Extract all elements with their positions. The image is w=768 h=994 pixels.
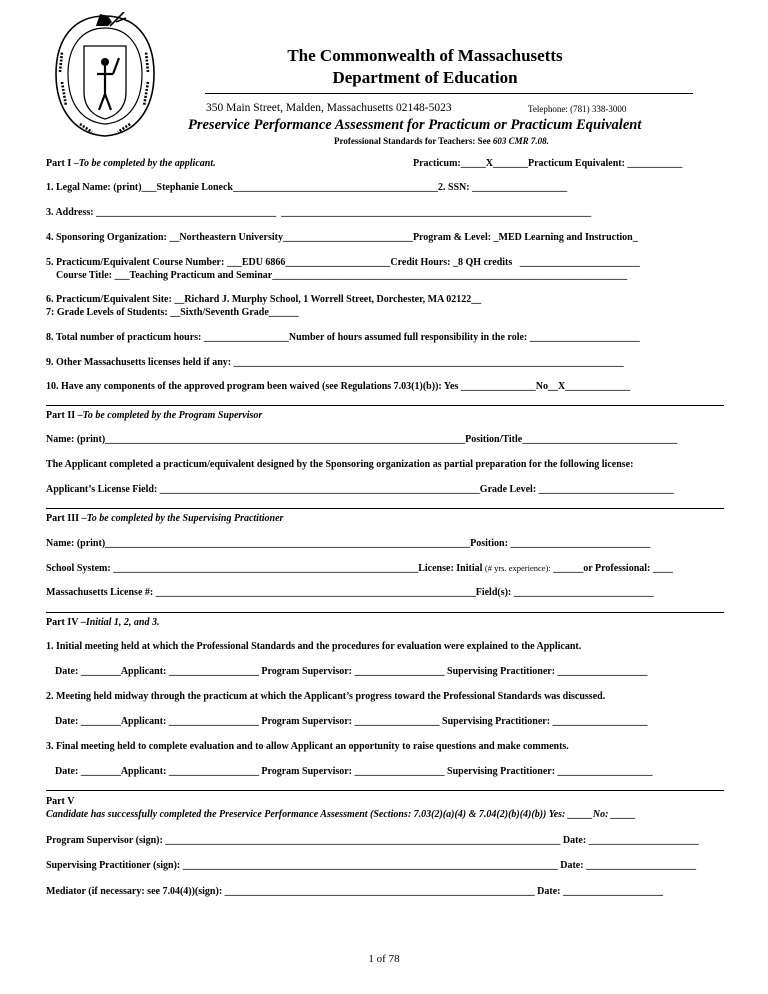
- practicum-hours-field[interactable]: 8. Total number of practicum hours: _________________Number of hours assumed full responsibility in the role: ______________________: [46, 332, 640, 343]
- legal-name-ssn-field[interactable]: 1. Legal Name: (print)___Stephanie Loneck_________________________________________2. SSN: ___________________: [46, 182, 568, 193]
- program-supervisor-name-field[interactable]: Name: (print)________________________________________________________________________Position/Title_______________________________: [46, 434, 678, 445]
- course-title-field[interactable]: Course Title: ___Teaching Practicum and Seminar_______________________________________________________________________: [46, 270, 628, 281]
- page-number: 1 of 78: [368, 953, 400, 965]
- other-licenses-field[interactable]: 9. Other Massachusetts licenses held if any: ______________________________________________________________________________: [46, 357, 624, 368]
- grade-levels-field[interactable]: 7: Grade Levels of Students: __Sixth/Seventh Grade______: [46, 307, 299, 318]
- department-address: 350 Main Street, Malden, Massachusetts 02148-5023: [206, 102, 452, 114]
- section-divider: [46, 508, 724, 509]
- massachusetts-license-field[interactable]: Massachusetts License #: ________________________________________________________________Field(s): ____________________________: [46, 587, 654, 598]
- practicum-site-field[interactable]: 6. Practicum/Equivalent Site: __Richard J. Murphy School, 1 Worrell Street, Dorchester, MA 02122__: [46, 294, 482, 305]
- sponsoring-organization-field[interactable]: 4. Sponsoring Organization: __Northeastern University__________________________Program & Level: _MED Learning and Instruction_: [46, 232, 638, 243]
- program-waived-field[interactable]: 10. Have any components of the approved program been waived (see Regulations 7.03(1)(b)): Yes _______________No__X_____________: [46, 381, 631, 392]
- supervising-practitioner-signature-field[interactable]: Supervising Practitioner (sign): ___________________________________________________________________________ Date: ______________________: [46, 860, 697, 871]
- form-title: Preservice Performance Assessment for Practicum or Practicum Equivalent: [188, 117, 642, 133]
- part4-heading: Part IV –Initial 1, 2, and 3.: [46, 617, 160, 628]
- part1-heading: Part I –To be completed by the applicant.: [46, 158, 216, 169]
- department-telephone: Telephone: (781) 338-3000: [528, 104, 627, 114]
- program-supervisor-signature-field[interactable]: Program Supervisor (sign): _______________________________________________________________________________ Date: ______________________: [46, 835, 699, 846]
- meeting-2-description: 2. Meeting held midway through the practicum at which the Applicant’s progress toward the Professional Standards was discussed.: [46, 691, 606, 702]
- massachusetts-seal: [50, 12, 160, 140]
- meeting-3-description: 3. Final meeting held to complete evaluation and to allow Applicant an opportunity to raise questions and make comments.: [46, 741, 569, 752]
- commonwealth-title: The Commonwealth of Massachusetts: [287, 46, 563, 65]
- mediator-signature-field[interactable]: Mediator (if necessary: see 7.04(4))(sign): ______________________________________________________________ Date: ____________________: [46, 886, 663, 897]
- school-system-field[interactable]: School System: _____________________________________________________________License: Initial (# yrs. experience): ______or Professional: ____: [46, 563, 673, 574]
- standards-reference: Professional Standards for Teachers: See 603 CMR 7.08.: [334, 136, 549, 146]
- license-field-grade-field[interactable]: Applicant’s License Field: ________________________________________________________________Grade Level: ___________________________: [46, 484, 674, 495]
- header-divider: [205, 93, 693, 94]
- section-divider: [46, 612, 724, 613]
- meeting-3-signoff-field[interactable]: Date: ________Applicant: __________________ Program Supervisor: __________________ Supervising Practitioner: ___________________: [55, 766, 653, 777]
- section-divider: [46, 790, 724, 791]
- practicum-field[interactable]: Practicum:_____X_______Practicum Equivalent: ___________: [413, 158, 683, 169]
- part3-heading: Part III –To be completed by the Supervising Practitioner: [46, 513, 284, 524]
- supervising-practitioner-name-field[interactable]: Name: (print)_________________________________________________________________________Position: ____________________________: [46, 538, 651, 549]
- part2-heading: Part II –To be completed by the Program Supervisor: [46, 410, 263, 421]
- part5-heading: Part V: [46, 796, 75, 807]
- department-title: Department of Education: [332, 68, 518, 87]
- meeting-1-signoff-field[interactable]: Date: ________Applicant: __________________ Program Supervisor: __________________ Supervising Practitioner: __________________: [55, 666, 648, 677]
- meeting-2-signoff-field[interactable]: Date: ________Applicant: __________________ Program Supervisor: _________________ Supervising Practitioner: ___________________: [55, 716, 648, 727]
- address-field[interactable]: 3. Address: ____________________________________ ______________________________________________________________: [46, 207, 592, 218]
- meeting-1-description: 1. Initial meeting held at which the Professional Standards and the procedures for evaluation were explained to the Applicant.: [46, 641, 582, 652]
- license-statement: The Applicant completed a practicum/equivalent designed by the Sponsoring organization as partial preparation for the following license:: [46, 459, 634, 470]
- candidate-completion-field[interactable]: Candidate has successfully completed the Preservice Performance Assessment (Sections: 7.03(2)(a)(4) & 7.04(2)(b)(4)(b)) Yes: _____No: _____: [46, 809, 636, 820]
- section-divider: [46, 405, 724, 406]
- course-number-field[interactable]: 5. Practicum/Equivalent Course Number: ___EDU 6866_____________________Credit Hours: _8 QH credits ________________________: [46, 257, 640, 268]
